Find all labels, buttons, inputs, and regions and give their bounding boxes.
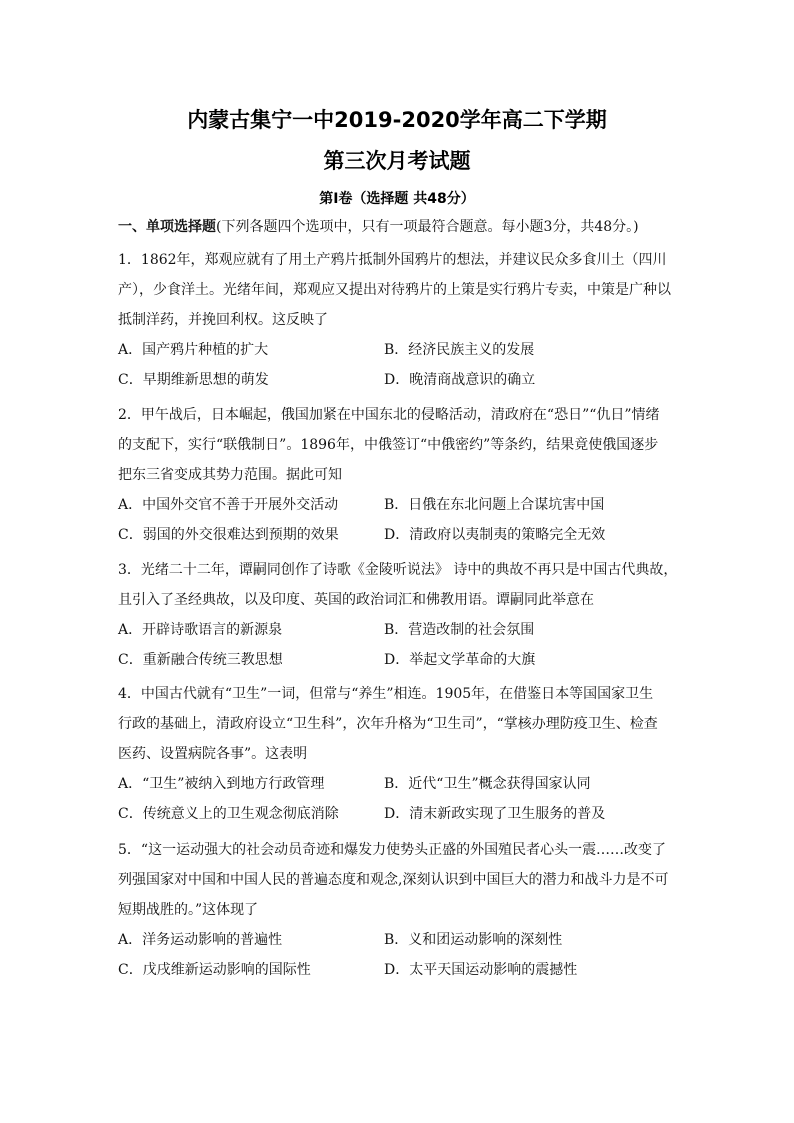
option-row [118,615,678,645]
question-text-line: 短期战胜的。”这体现了 [118,902,259,918]
question-text-line: 4．中国古代就有“卫生”一词，但常与“养生”相连。1905年，在借鉴日本等国国家卫生 [118,686,654,702]
option-row [118,365,678,395]
option-row [118,520,678,550]
question-text-line: 5．“这一运动强大的社会动员奇迹和爆发力使势头正盛的外国殖民者心头一震……改变了 [118,842,667,858]
question-text-line: 医药、设置病院各事”。这表明 [118,746,308,762]
option-row [118,490,678,520]
option-d: D．举起文学革命的大旗 [384,652,536,668]
question-text-line: 2．甲午战后，日本崛起，俄国加紧在中国东北的侵略活动，清政府在“恐日”“仇日”情绪 [118,407,660,423]
option-a: A．洋务运动影响的普遍性 [118,932,283,948]
option-b: B．近代“卫生”概念获得国家认同 [384,776,591,792]
question-text-line: 3．光绪二十二年，谭嗣同创作了诗歌《金陵听说法》 诗中的典故不再只是中国古代典故， [118,562,678,578]
option-a: A．“卫生”被纳入到地方行政管理 [118,776,325,792]
option-row [118,335,678,365]
section-label: 一、单项选择题 [118,219,216,235]
option-d: D．晚清商战意识的确立 [384,372,536,388]
question-1 [118,245,678,395]
question-text-line: 抵制洋药，并挽回利权。这反映了 [118,312,328,328]
question-5 [118,835,678,985]
option-b: B．日俄在东北问题上合谋坑害中国 [384,497,605,513]
question-text-line: 把东三省变成其势力范围。据此可知 [118,467,342,483]
question-text-line: 1．1862年，郑观应就有了用土产鸦片抵制外国鸦片的想法，并建议民众多食川土（四川 [118,252,667,268]
option-a: A．开辟诗歌语言的新源泉 [118,622,283,638]
option-a: A．中国外交官不善于开展外交活动 [118,497,339,513]
option-row [118,645,678,675]
option-c: C．弱国的外交很难达到预期的效果 [118,527,339,543]
section-heading [118,217,678,237]
question-text-line: 产），少食洋土。光绪年间，郑观应又提出对待鸦片的上策是实行鸦片专卖，中策是广种以 [118,282,671,298]
question-text-line: 且引入了圣经典故，以及印度、英国的政治词汇和佛教用语。谭嗣同此举意在 [118,592,594,608]
option-row [118,925,678,955]
option-b: B．营造改制的社会氛围 [384,622,535,638]
option-d: D．清末新政实现了卫生服务的普及 [384,806,606,822]
option-c: C．早期维新思想的萌发 [118,372,269,388]
option-d: D．清政府以夷制夷的策略完全无效 [384,527,606,543]
exam-subtitle: 第三次月考试题 [323,149,471,173]
question-text-line: 列强国家对中国和中国人民的普遍态度和观念,深刻认识到中国巨大的潜力和战斗力是不可 [118,872,669,888]
option-b: B．义和团运动影响的深刻性 [384,932,563,948]
option-c: C．传统意义上的卫生观念彻底消除 [118,806,339,822]
section-instruction: (下列各题四个选项中，只有一项最符合题意。每小题3分，共48分。) [216,219,639,235]
option-d: D．太平天国运动影响的震撼性 [384,962,578,978]
option-c: C．戊戌维新运动影响的国际性 [118,962,311,978]
part-title: 第Ⅰ卷（选择题 共48分） [319,191,475,207]
question-text-line: 的支配下，实行“联俄制日”。1896年，中俄签订“中俄密约”等条约，结果竟使俄国逐步 [118,437,659,453]
option-row [118,955,678,985]
option-a: A．国产鸦片种植的扩大 [118,342,269,358]
option-c: C．重新融合传统三教思想 [118,652,283,668]
question-4 [118,679,678,829]
question-text-line: 行政的基础上，清政府设立“卫生科”，次年升格为“卫生司”，“掌核办理防疫卫生、检查 [118,716,658,732]
option-row [118,769,678,799]
option-row [118,799,678,829]
exam-title: 内蒙古集宁一中2019-2020学年高二下学期 [187,108,607,132]
option-b: B．经济民族主义的发展 [384,342,535,358]
question-3 [118,555,678,675]
question-2 [118,400,678,550]
